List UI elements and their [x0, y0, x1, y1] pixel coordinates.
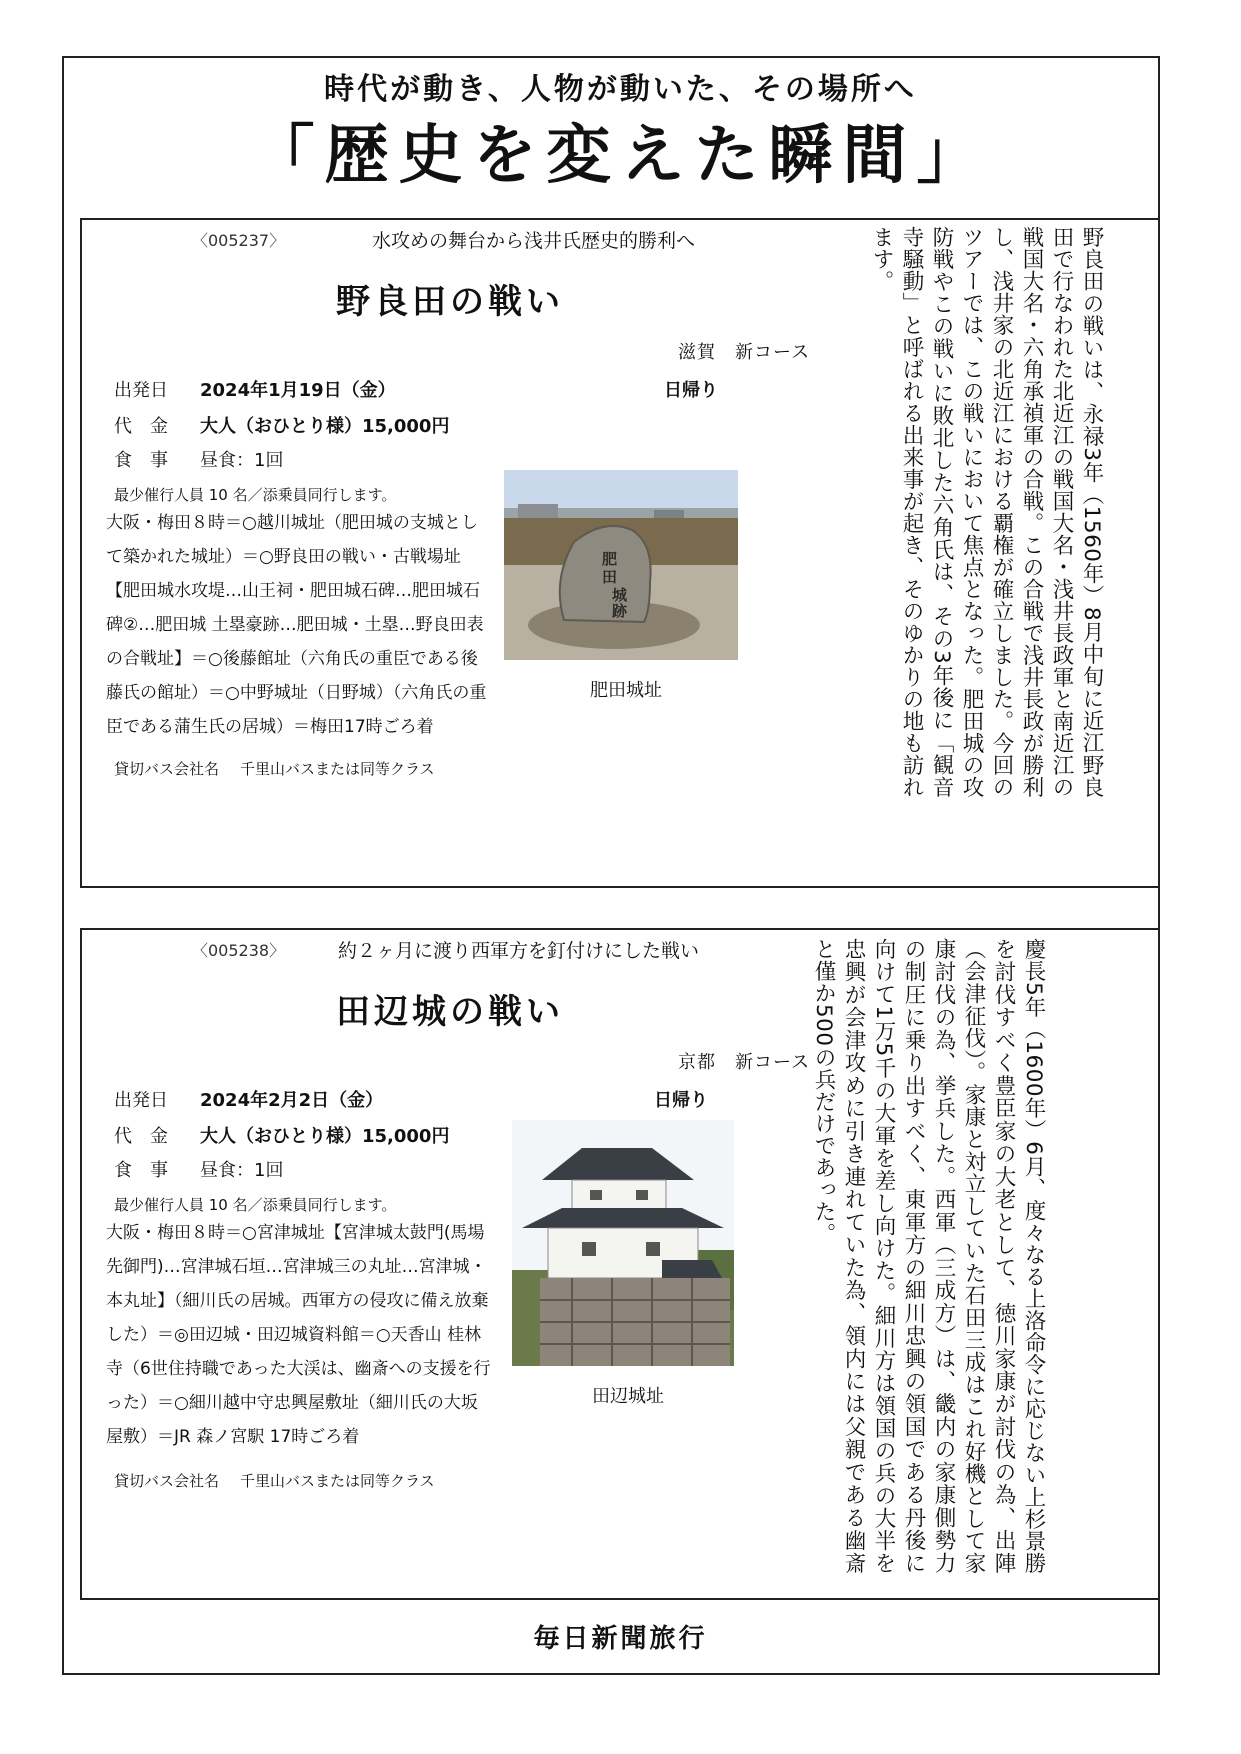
meal-value: 昼食：1回: [200, 450, 284, 471]
departure-row: [114, 1086, 383, 1112]
price-value: 大人（おひとり様）15,000円: [200, 1126, 450, 1147]
departure-value: 2024年2月2日（金）: [200, 1090, 384, 1111]
tour-description: 慶長5年（1600年）6月、度々なる上洛命令に応じない上杉景勝を討伐すべく豊臣家の大老として、徳川家康が討伐の為、出陣（会津征伐）。家康と対立していた石田三成はこれ好機として家康討伐の為、挙兵した。西軍（三成方）は、畿内の家康側勢力の制圧に乗り出すべく、東軍方の細川忠興の領国である丹後に向けて1万5千の大軍を差し向けた。細川方は領国の兵の大半を忠興が会津攻めに引き連れていた為、領内には父親である幽斎と僅か500の兵だけであった。: [811, 938, 1046, 1574]
departure-label: 出発日: [114, 380, 168, 401]
page-title: 「歴史を変えた瞬間」: [250, 118, 991, 193]
min-people: 最少催行人員 10 名／添乗員同行します。: [114, 486, 397, 504]
tanabe-castle-photo: [512, 1120, 734, 1366]
bus-row: [114, 1470, 435, 1491]
footer-company: 毎日新聞旅行: [533, 1624, 708, 1654]
departure-label: 出発日: [114, 1090, 168, 1111]
tour-region: 滋賀 新コース: [678, 342, 811, 363]
price-label: 代 金: [114, 416, 168, 437]
trip-type: 日帰り: [664, 380, 718, 401]
itinerary: 大阪・梅田８時＝○越川城址（肥田城の支城として築かれた城址）＝○野良田の戦い・古戦場址【肥田城水攻堤…山王祠・肥田城石碑…肥田城石碑②…肥田城 土塁豪跡…肥田城・土塁…野良田表の合戦址】＝○後藤館址（六角氏の重臣である後藤氏の館址）＝○中野城址（日野城）（六角氏の重臣である蒲生氏の居城）＝梅田17時ごろ着: [106, 513, 487, 737]
bus-value: 千里山バスまたは同等クラス: [240, 760, 435, 778]
trip-type: 日帰り: [654, 1090, 708, 1111]
meal-row: [114, 1156, 283, 1182]
tour-tagline: 約２ヶ月に渡り西軍方を釘付けにした戦い: [338, 940, 700, 962]
photo-caption: 肥田城址: [590, 680, 662, 701]
tour-tagline: 水攻めの舞台から浅井氏歴史的勝利へ: [372, 230, 696, 252]
price-row: [114, 412, 449, 438]
price-label: 代 金: [114, 1126, 168, 1147]
min-people: 最少催行人員 10 名／添乗員同行します。: [114, 1196, 397, 1214]
bus-label: 貸切バス会社名: [114, 760, 220, 778]
price-row: [114, 1122, 449, 1148]
photo-caption: 田辺城址: [592, 1386, 664, 1407]
page-subtitle: 時代が動き、人物が動いた、その場所へ: [324, 72, 917, 107]
bus-value: 千里山バスまたは同等クラス: [240, 1472, 435, 1490]
tour-section-2: [80, 928, 1160, 1600]
bus-label: 貸切バス会社名: [114, 1472, 220, 1490]
meal-label: 食 事: [114, 1160, 168, 1181]
tour-description: 野良田の戦いは、永禄3年（1560年）8月中旬に近江野良田で行なわれた北近江の戦国大名・浅井長政軍と南近江の戦国大名・六角承禎軍の合戦。この合戦で浅井長政が勝利し、浅井家の北近江における覇権が確立しました。今回のツアーでは、この戦いにおいて焦点となった。肥田城の攻防戦やこの戦いに敗北した六角氏は、その3年後に「観音寺騒動」と呼ばれる出来事が起き、そのゆかりの地も訪れます。: [869, 226, 1104, 798]
stone-inscription: 肥田城跡: [602, 550, 628, 620]
price-value: 大人（おひとり様）15,000円: [200, 416, 450, 437]
tour-title: 田辺城の戦い: [336, 992, 564, 1032]
departure-row: [114, 376, 396, 402]
tour-code: 〈005238〉: [192, 941, 286, 960]
meal-label: 食 事: [114, 450, 168, 471]
bus-row: [114, 758, 435, 779]
itinerary: 大阪・梅田８時＝○宮津城址【宮津城太鼓門(馬場先御門)…宮津城石垣…宮津城三の丸址…宮津城・本丸址】（細川氏の居城。西軍方の侵攻に備え放棄した）＝◎田辺城・田辺城資料館＝○天香山 桂林寺（6世住持職であった大渓は、幽斎への支援を行った）＝○細川越中守忠興屋敷址（細川氏の大坂屋敷）＝JR 森ノ宮駅 17時ごろ着: [106, 1223, 491, 1447]
hida-castle-photo: [504, 470, 738, 660]
tour-region: 京都 新コース: [678, 1052, 811, 1073]
tour-section-1: [80, 218, 1160, 888]
departure-value: 2024年1月19日（金）: [200, 380, 396, 401]
tour-title: 野良田の戦い: [336, 282, 564, 322]
meal-row: [114, 446, 283, 472]
tour-code: 〈005237〉: [192, 231, 286, 250]
meal-value: 昼食：1回: [200, 1160, 284, 1181]
